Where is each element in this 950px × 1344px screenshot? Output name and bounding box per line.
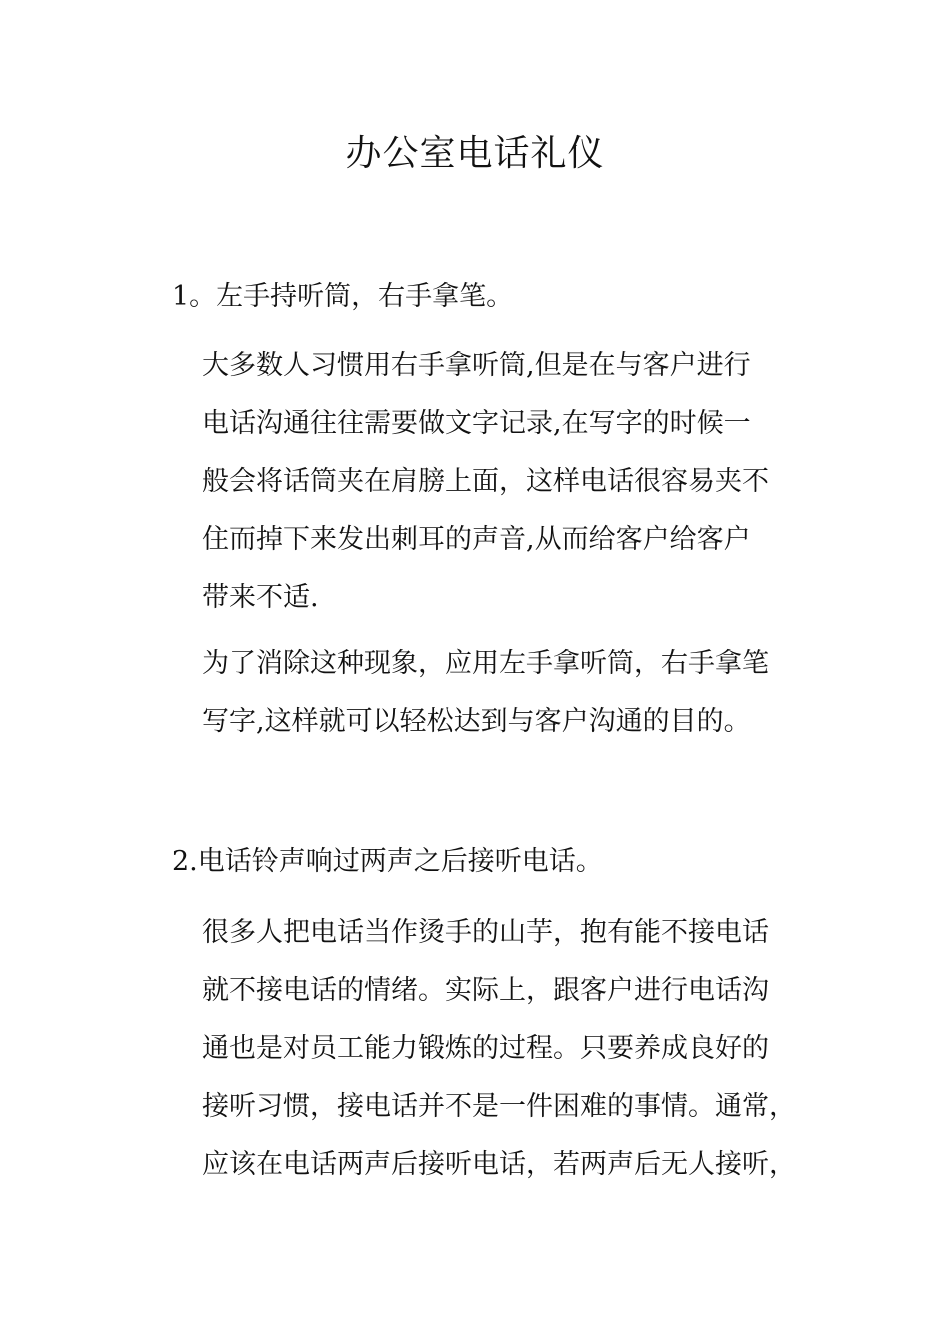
section-heading-1: 1。左手持听筒，右手拿笔。 xyxy=(172,281,514,312)
paragraph-line: 住而掉下来发出刺耳的声音,从而给客户给客户 xyxy=(202,524,751,555)
paragraph-line: 带来不适. xyxy=(202,582,319,613)
paragraph-1-1 xyxy=(202,337,842,627)
paragraph-line: 应该在电话两声后接听电话，若两声后无人接听， xyxy=(202,1149,796,1180)
paragraph-line: 为了消除这种现象，应用左手拿听筒，右手拿笔 xyxy=(202,648,769,679)
paragraph-line: 接听习惯，接电话并不是一件困难的事情。通常， xyxy=(202,1091,796,1122)
paragraph-2-1 xyxy=(202,904,842,1194)
paragraph-line: 写字,这样就可以轻松达到与客户沟通的目的。 xyxy=(202,706,751,737)
paragraph-line: 大多数人习惯用右手拿听筒,但是在与客户进行 xyxy=(202,350,751,381)
paragraph-line: 很多人把电话当作烫手的山芋，抱有能不接电话 xyxy=(202,917,769,948)
paragraph-line: 就不接电话的情绪。实际上，跟客户进行电话沟 xyxy=(202,975,769,1006)
paragraph-line: 通也是对员工能力锻炼的过程。只要养成良好的 xyxy=(202,1033,769,1064)
paragraph-1-2 xyxy=(202,635,842,751)
section-heading-2: 2.电话铃声响过两声之后接听电话。 xyxy=(172,846,603,877)
page-title: 办公室电话礼仪 xyxy=(345,133,605,174)
paragraph-line: 电话沟通往往需要做文字记录,在写字的时候一 xyxy=(202,408,751,439)
paragraph-line: 般会将话筒夹在肩膀上面，这样电话很容易夹不 xyxy=(202,466,769,497)
